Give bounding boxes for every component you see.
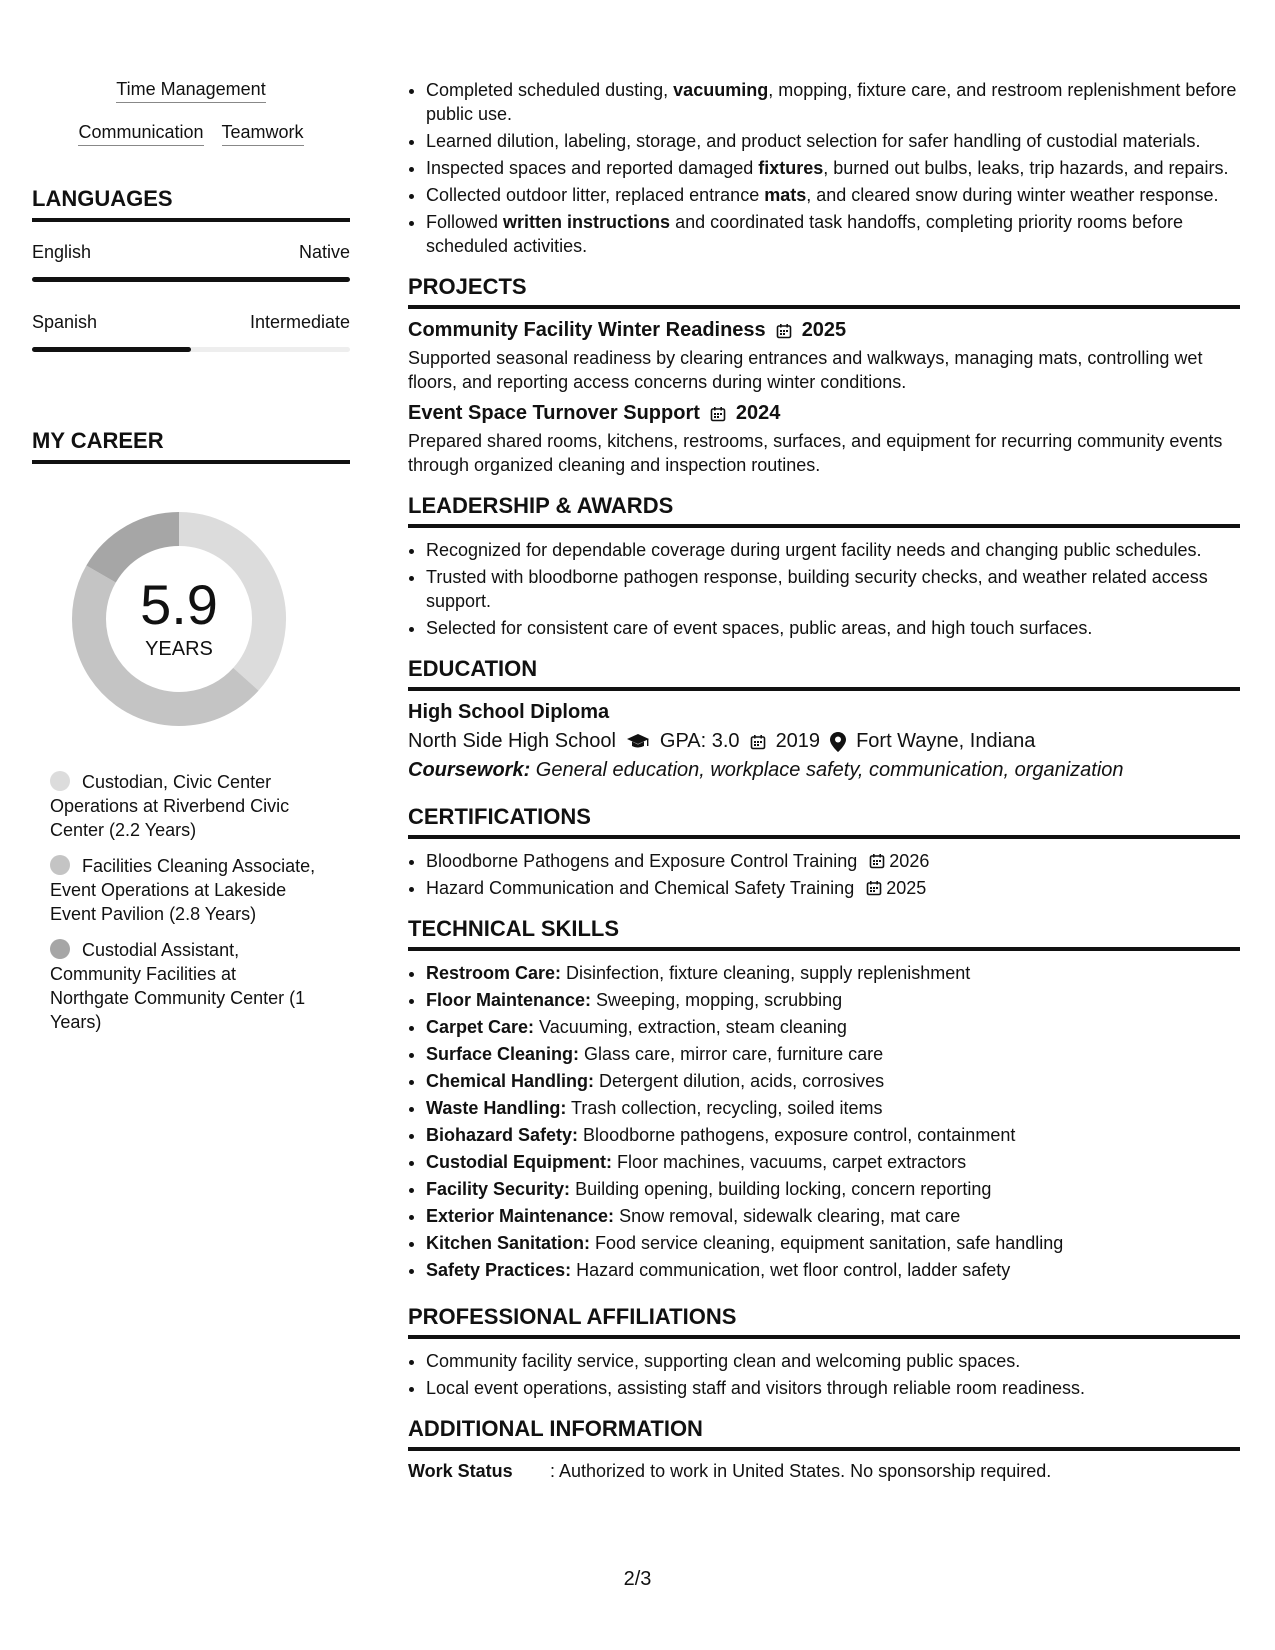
language-name: English xyxy=(32,242,92,262)
experience-bullet: • Learned dilution, labeling, storage, and product selection for safer handling of custodial materials. xyxy=(426,129,1240,153)
technical-skill: • Chemical Handling: Detergent dilution, acids, corrosives xyxy=(426,1069,1240,1093)
leadership-item: • Recognized for dependable coverage during urgent facility needs and changing public schedules. xyxy=(426,538,1240,562)
experience-bullet: • Inspected spaces and reported damaged fixtures, burned out bulbs, leaks, trip hazards, and repairs. xyxy=(426,156,1240,180)
leadership-item: • Selected for consistent care of event spaces, public areas, and high touch surfaces. xyxy=(426,616,1240,640)
affiliation-item: • Community facility service, supporting clean and welcoming public spaces. xyxy=(426,1349,1240,1373)
education-title: EDUCATION xyxy=(408,656,1240,691)
leadership-title: LEADERSHIP & AWARDS xyxy=(408,493,1240,528)
affiliation-item: • Local event operations, assisting staff and visitors through reliable room readiness. xyxy=(426,1376,1240,1400)
career-role: Custodial Assistant, Community Facilities at Northgate Community Center (1 Years) xyxy=(50,940,306,1032)
legend-dot xyxy=(50,855,70,875)
legend-dot xyxy=(50,771,70,791)
calendar-icon xyxy=(866,880,882,896)
skill-tags-row xyxy=(32,78,350,103)
work-status-label: Work Status xyxy=(408,1461,513,1481)
leadership-list xyxy=(408,538,1240,640)
projects-title: PROJECTS xyxy=(408,274,1240,309)
education-degree: High School Diploma xyxy=(408,701,610,723)
certifications-list xyxy=(408,849,1240,900)
experience-bullet: • Followed written instructions and coordinated task handoffs, completing priority rooms before scheduled activities. xyxy=(426,210,1240,258)
additional-info-title: ADDITIONAL INFORMATION xyxy=(408,1416,1240,1451)
language-level: Native xyxy=(298,242,350,262)
graduation-year: 2019 xyxy=(775,730,821,752)
project-item xyxy=(408,402,1240,477)
page-number: 2/3 xyxy=(623,1568,652,1590)
affiliations-title: PROFESSIONAL AFFILIATIONS xyxy=(408,1304,1240,1339)
language-item xyxy=(32,312,350,352)
certifications-title: CERTIFICATIONS xyxy=(408,804,1240,839)
affiliations-list xyxy=(408,1349,1240,1400)
skill-tags-row xyxy=(32,121,350,146)
technical-skill: • Biohazard Safety: Bloodborne pathogens, exposure control, containment xyxy=(426,1123,1240,1147)
leadership-item: • Trusted with bloodborne pathogen response, building security checks, and weather related access support. xyxy=(426,565,1240,613)
legend-dot xyxy=(50,939,70,959)
location-pin-icon xyxy=(830,732,846,752)
career-role: Custodian, Civic Center Operations at Riverbend Civic Center (2.2 Years) xyxy=(50,772,290,840)
technical-skill: • Surface Cleaning: Glass care, mirror care, furniture care xyxy=(426,1042,1240,1066)
education-details xyxy=(408,730,1240,753)
technical-skill: • Carpet Care: Vacuuming, extraction, steam cleaning xyxy=(426,1015,1240,1039)
gpa: GPA: 3.0 xyxy=(659,730,740,752)
language-bar xyxy=(32,277,350,282)
language-item xyxy=(32,242,350,282)
language-bar-fill xyxy=(32,347,191,352)
technical-skill: • Facility Security: Building opening, building locking, concern reporting xyxy=(426,1177,1240,1201)
work-status-value: : Authorized to work in United States. No sponsorship required. xyxy=(550,1461,1052,1481)
technical-skills-title: TECHNICAL SKILLS xyxy=(408,916,1240,951)
project-name: Event Space Turnover Support xyxy=(408,402,700,424)
language-bar-fill xyxy=(32,277,350,282)
calendar-icon xyxy=(869,853,885,869)
career-role: Facilities Cleaning Associate, Event Operations at Lakeside Event Pavilion (2.8 Years) xyxy=(50,856,316,924)
skill-tag: Time Management xyxy=(116,78,265,103)
career-legend-item xyxy=(50,938,320,1034)
career-legend-item xyxy=(50,854,320,926)
coursework: Coursework: General education, workplace safety, communication, organization xyxy=(408,759,1124,781)
technical-skills-list xyxy=(408,961,1240,1282)
calendar-icon xyxy=(710,406,726,422)
career-legend-item xyxy=(50,770,320,842)
project-year: 2024 xyxy=(735,402,781,424)
right-column xyxy=(408,78,1240,1482)
language-level: Intermediate xyxy=(249,312,350,332)
calendar-icon xyxy=(750,734,766,750)
technical-skill: • Waste Handling: Trash collection, recycling, soiled items xyxy=(426,1096,1240,1120)
project-year: 2025 xyxy=(801,319,847,341)
project-item xyxy=(408,319,1240,394)
experience-bullet: • Completed scheduled dusting, vacuuming, mopping, fixture care, and restroom replenishment before public use. xyxy=(426,78,1240,126)
certification-item: • Bloodborne Pathogens and Exposure Control Training 2026 xyxy=(426,849,1240,873)
graduation-cap-icon xyxy=(626,733,650,751)
language-bar xyxy=(32,347,350,352)
language-name: Spanish xyxy=(32,312,98,332)
skill-tag: Communication xyxy=(78,121,203,146)
school-name: North Side High School xyxy=(408,730,616,752)
career-years-label: YEARS xyxy=(145,638,213,660)
career-donut-chart xyxy=(64,504,294,734)
school-location: Fort Wayne, Indiana xyxy=(856,730,1036,752)
technical-skill: • Kitchen Sanitation: Food service cleaning, equipment sanitation, safe handling xyxy=(426,1231,1240,1255)
left-column xyxy=(32,78,350,1046)
career-legend xyxy=(50,770,320,1034)
certification-item: • Hazard Communication and Chemical Safety Training 2025 xyxy=(426,876,1240,900)
career-donut-segment-3 xyxy=(101,529,179,574)
technical-skill: • Exterior Maintenance: Snow removal, sidewalk clearing, mat care xyxy=(426,1204,1240,1228)
project-description: Prepared shared rooms, kitchens, restrooms, surfaces, and equipment for recurring community events through organized cleaning and inspection routines. xyxy=(408,431,1223,475)
languages-title: LANGUAGES xyxy=(32,186,350,222)
career-total-years: 5.9 xyxy=(140,573,218,636)
experience-bullet: • Collected outdoor litter, replaced entrance mats, and cleared snow during winter weather response. xyxy=(426,183,1240,207)
technical-skill: • Safety Practices: Hazard communication, wet floor control, ladder safety xyxy=(426,1258,1240,1282)
technical-skill: • Floor Maintenance: Sweeping, mopping, scrubbing xyxy=(426,988,1240,1012)
calendar-icon xyxy=(776,323,792,339)
work-status-row xyxy=(408,1461,1240,1482)
skill-tag: Teamwork xyxy=(222,121,304,146)
career-title: MY CAREER xyxy=(32,428,350,464)
technical-skill: • Restroom Care: Disinfection, fixture cleaning, supply replenishment xyxy=(426,961,1240,985)
project-name: Community Facility Winter Readiness xyxy=(408,319,766,341)
experience-bullets xyxy=(408,78,1240,258)
technical-skill: • Custodial Equipment: Floor machines, vacuums, carpet extractors xyxy=(426,1150,1240,1174)
project-description: Supported seasonal readiness by clearing entrances and walkways, managing mats, controlling wet floors, and reporting access concerns during winter conditions. xyxy=(408,348,1203,392)
